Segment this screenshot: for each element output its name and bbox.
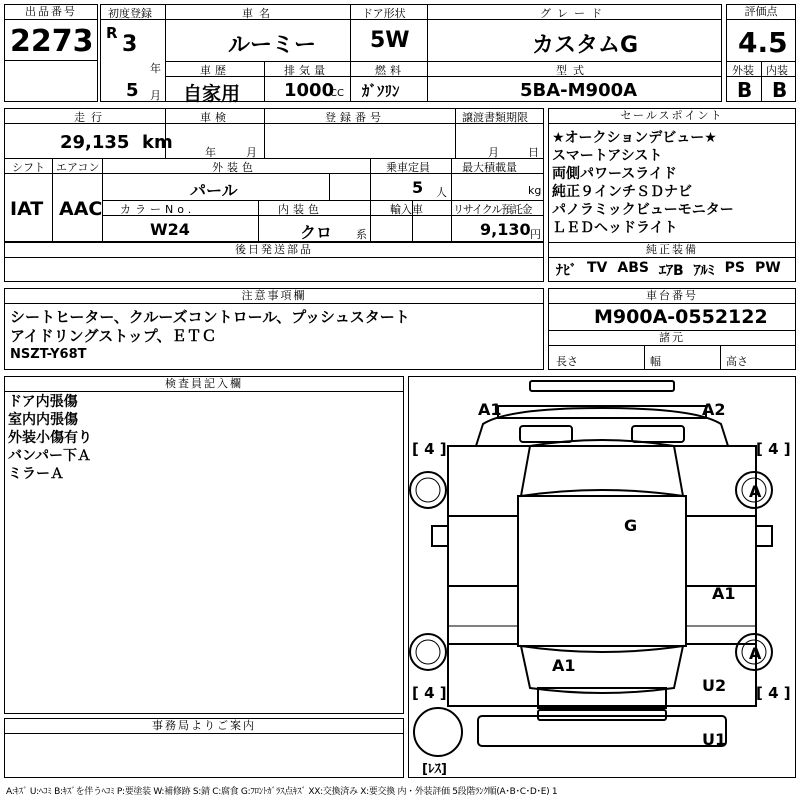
mileage-label: 走行: [74, 111, 108, 124]
sales-points-list: [552, 129, 734, 237]
month-unit: 月: [150, 89, 161, 102]
inspection-month-unit: 月: [246, 146, 257, 159]
notes-list: [10, 308, 410, 364]
sales-point-item: 両側パワースライド: [552, 166, 677, 182]
mark-a2-right: A2: [702, 400, 726, 419]
equipment-item: PS: [724, 260, 745, 276]
notes-label: 注意事項欄: [5, 289, 543, 304]
mark-u2: U2: [702, 676, 727, 695]
fuel-value: ｶﾞｿﾘﾝ: [362, 82, 400, 100]
office-label: 事務局よりご案内: [5, 719, 403, 734]
inspector-note: ドア内張傷: [8, 394, 78, 410]
door-value: 5W: [370, 28, 410, 53]
inspector-note: バンパー下Ａ: [8, 448, 92, 464]
ac-value: AAC: [59, 198, 103, 220]
note-line: シートヒーター、クルーズコントロール、プッシュスタート: [10, 308, 410, 326]
equipment-item: TV: [587, 260, 608, 276]
yen-unit: 円: [530, 228, 541, 241]
history-value: 自家用: [183, 83, 241, 105]
height-label: 高さ: [726, 355, 748, 368]
equipment-item: ﾅﾋﾞ: [556, 263, 577, 279]
tire-rear-left: [410, 634, 446, 670]
lot-label: 出品番号: [5, 5, 97, 20]
kei-unit: 系: [356, 228, 367, 241]
interior-grade: B: [772, 78, 788, 102]
front-bumper: [530, 381, 674, 391]
spare-tire: [414, 708, 462, 756]
score-value: 4.5: [738, 26, 788, 59]
transfer-day-unit: 日: [528, 146, 539, 159]
recycle-label: リサイクル預託金: [453, 203, 532, 216]
inspector-note: 室内内張傷: [8, 412, 78, 428]
car-name-label: 車名: [242, 7, 276, 20]
mark-tire-front-right: A: [749, 482, 762, 501]
sales-points-label: セールスポイント: [549, 109, 795, 124]
sales-point-item: ★オークションデビュー★: [552, 130, 717, 146]
r-prefix: R: [106, 24, 118, 42]
inspector-note: 外装小傷有り: [8, 430, 92, 446]
ac-label: エアコン: [56, 161, 100, 174]
equipment-item: ｴｱB: [658, 263, 684, 279]
rear-glass: [521, 646, 683, 693]
length-label: 長さ: [556, 355, 578, 368]
km-unit: km: [142, 132, 173, 153]
roof: [518, 496, 686, 646]
grade-label: グレード: [540, 7, 608, 20]
mark-u1: U1: [702, 730, 727, 749]
person-unit: 人: [436, 186, 447, 199]
recycle-value: 9,130: [480, 220, 531, 239]
ext-color-value: パール: [190, 181, 238, 200]
mileage-value: 29,135: [60, 132, 130, 153]
kg-unit: kg: [528, 184, 542, 197]
tread-front-left: [ 4 ]: [412, 440, 447, 458]
sales-point-item: ＬＥＤヘッドライト: [552, 220, 678, 236]
mark-a1-tailgate: A1: [552, 656, 576, 675]
capacity-value: 5: [412, 178, 424, 197]
door-label: ドア形状: [362, 7, 406, 20]
color-no-value: W24: [150, 220, 190, 239]
windshield: [521, 440, 683, 496]
chassis-label: 車台番号: [549, 289, 795, 304]
cc-unit: CC: [330, 88, 344, 99]
equipment-item: ABS: [617, 260, 649, 276]
int-color-value: クロ: [300, 223, 333, 242]
exterior-label: 外装: [732, 64, 754, 77]
color-no-label: カラーNo.: [120, 203, 196, 216]
displacement-label: 排気量: [284, 64, 329, 77]
inspection-label: 車検: [200, 111, 230, 124]
displacement-value: 1000: [284, 80, 335, 101]
model-code-label: 型式: [556, 64, 590, 77]
equipment-item: ｱﾙﾐ: [693, 263, 715, 279]
interior-label: 内装: [766, 64, 788, 77]
note-line: アイドリングストップ、ＥＴＣ: [10, 327, 217, 345]
mark-a1-left: A1: [478, 400, 502, 419]
first-reg-year: 3: [122, 32, 138, 57]
fuel-label: 燃料: [375, 64, 405, 77]
transfer-doc-label: 譲渡書類期限: [462, 111, 528, 124]
sales-point-item: 純正９インチＳＤナビ: [552, 184, 692, 200]
inspector-note: ミラーＡ: [8, 466, 64, 482]
year-unit: 年: [150, 62, 161, 75]
reg-no-label: 登録番号: [325, 111, 385, 124]
specs-label: 諸元: [549, 331, 795, 346]
int-color-label: 内装色: [278, 203, 323, 216]
tire-front-left: [410, 472, 446, 508]
tread-rear-left: [ 4 ]: [412, 684, 447, 702]
inspection-year-unit: 年: [205, 146, 216, 159]
model-code-value: 5BA-M900A: [520, 80, 638, 101]
first-reg-month: 5: [126, 80, 139, 101]
history-label: 車歴: [200, 64, 230, 77]
score-label: 評価点: [727, 5, 795, 20]
note-line: NSZT-Y68T: [10, 347, 87, 362]
tread-spare: [ﾚｽ]: [422, 762, 447, 777]
tread-front-right: [ 4 ]: [756, 440, 791, 458]
car-diagram: [408, 376, 796, 778]
import-label: 輸入車: [390, 203, 423, 216]
transfer-month-unit: 月: [488, 146, 499, 159]
mark-a1-rear-door: A1: [712, 584, 736, 603]
legend-text: A:ｷｽﾞ U:ﾍｺﾐ B:ｷｽﾞを伴うﾍｺﾐ P:要塗装 W:補修跡 S:錆 C:腐食 G:ﾌﾛﾝﾄｶﾞﾗｽ点ｷｽﾞ XX:交換済み X:要交換 内・外装評価 5段階ﾗﾝｸ順(A･B･C･D･E) 1: [6, 787, 558, 797]
later-parts-label: 後日発送部品: [5, 243, 543, 258]
equipment-list: [556, 260, 781, 280]
max-load-label: 最大積載量: [462, 161, 517, 174]
exterior-grade: B: [737, 78, 753, 102]
mark-tire-rear-right: A: [749, 644, 762, 663]
genuine-equip-label: 純正装備: [549, 243, 795, 258]
sales-point-item: スマートアシスト: [552, 148, 663, 164]
equipment-item: PW: [755, 260, 781, 276]
lot-number: 2273: [10, 24, 94, 59]
shift-label: シフト: [12, 161, 45, 174]
inspector-label: 検査員記入欄: [5, 377, 403, 392]
grade-value: カスタムG: [532, 33, 639, 58]
width-label: 幅: [650, 355, 661, 368]
tread-rear-right: [ 4 ]: [756, 684, 791, 702]
mid-info-box: [4, 108, 544, 242]
first-reg-label: 初度登録: [108, 7, 152, 20]
inspector-notes-list: [8, 393, 92, 483]
mark-g-roof: G: [624, 516, 638, 535]
capacity-label: 乗車定員: [386, 161, 430, 174]
shift-value: IAT: [10, 198, 44, 220]
sales-point-item: パノラミックビューモニター: [552, 202, 734, 218]
chassis-value: M900A-0552122: [594, 306, 768, 328]
car-name: ルーミー: [228, 33, 317, 58]
ext-color-label: 外装色: [212, 161, 257, 174]
